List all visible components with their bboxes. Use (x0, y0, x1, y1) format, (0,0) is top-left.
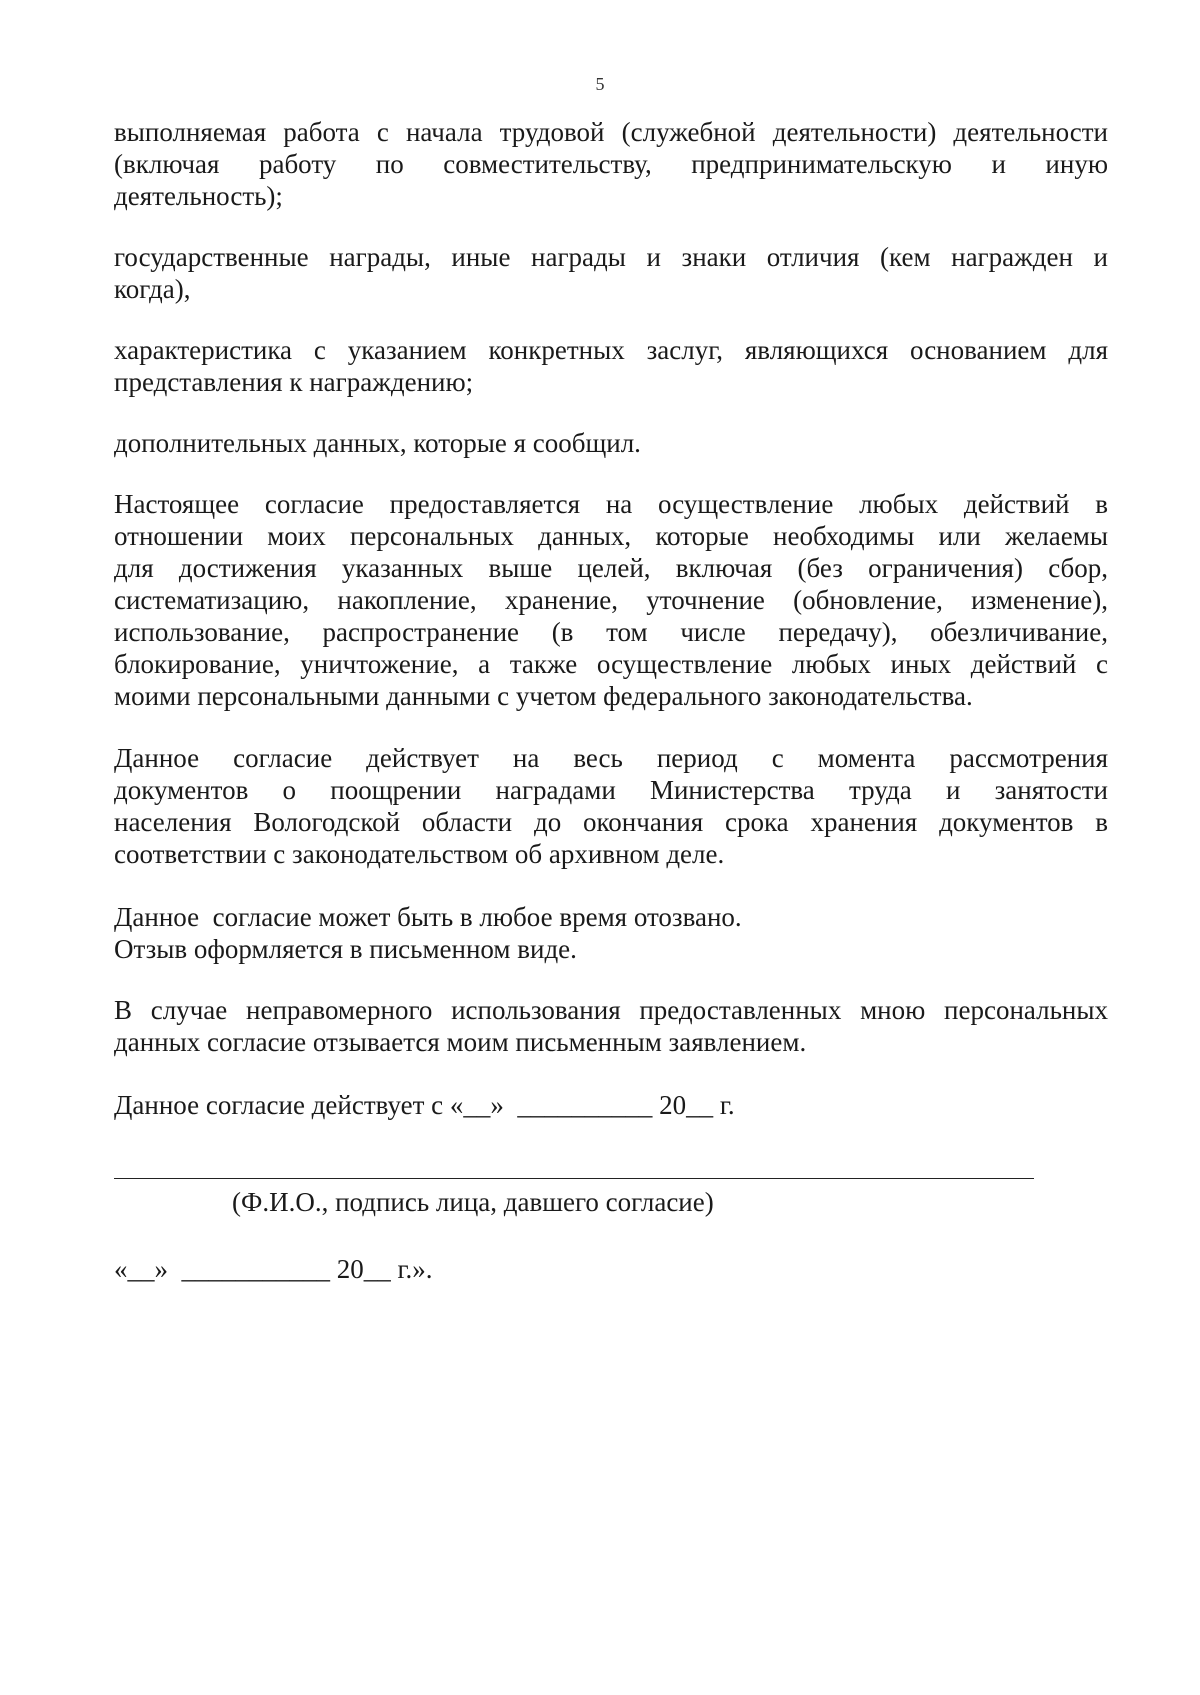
text-line: выполняемая работа с начала трудовой (служебной деятельности) деятельности (114, 117, 1108, 147)
text-line: Настоящее согласие предоставляется на осуществление любых действий в (114, 489, 1108, 519)
text-line: данных согласие отзывается моим письменным заявлением. (114, 1027, 807, 1057)
text-line: Данное согласие действует на весь период с момента рассмотрения (114, 743, 1108, 773)
page-number: 5 (595, 74, 605, 94)
paragraph-revocation (114, 901, 1108, 965)
signature-caption: (Ф.И.О., подпись лица, давшего согласие) (232, 1187, 714, 1217)
paragraph-characteristics (114, 334, 1108, 398)
text-line: дополнительных данных, которые я сообщил. (114, 428, 641, 458)
text-line: Данное согласие может быть в любое время отозвано. (114, 902, 742, 932)
text-line: моими персональными данными с учетом федерального законодательства. (114, 681, 973, 711)
text-line: использование, распространение (в том числе передачу), обезличивание, (114, 617, 1108, 647)
text-line: государственные награды, иные награды и знаки отличия (кем награжден и (114, 242, 1108, 272)
paragraph-consent-period (114, 742, 1108, 870)
paragraph-work-history (114, 116, 1108, 212)
paragraph-awards (114, 241, 1108, 305)
validity-date-line: Данное согласие действует с «__» __________ 20__ г. (114, 1090, 735, 1120)
text-line: представления к награждению; (114, 367, 474, 397)
text-line: В случае неправомерного использования предоставленных мною персональных (114, 995, 1108, 1025)
text-line: блокирование, уничтожение, а также осуществление любых иных действий с (114, 649, 1108, 679)
signature-date-line: «__» ___________ 20__ г.». (114, 1254, 433, 1284)
text-line: населения Вологодской области до окончания срока хранения документов в (114, 807, 1108, 837)
paragraph-misuse (114, 994, 1108, 1058)
text-line: (включая работу по совместительству, предпринимательскую и иную (114, 149, 1108, 179)
signature-line (114, 1178, 1034, 1179)
text-line: когда), (114, 274, 191, 304)
text-line: Отзыв оформляется в письменном виде. (114, 934, 577, 964)
text-line: документов о поощрении наградами Министерства труда и занятости (114, 775, 1108, 805)
text-line: характеристика с указанием конкретных заслуг, являющихся основанием для (114, 335, 1108, 365)
paragraph-additional-data (114, 427, 1108, 459)
text-line: систематизацию, накопление, хранение, уточнение (обновление, изменение), (114, 585, 1108, 615)
text-line: деятельность); (114, 181, 283, 211)
text-line: соответствии с законодательством об архивном деле. (114, 839, 725, 869)
text-line: отношении моих персональных данных, которые необходимы или желаемы (114, 521, 1108, 551)
text-line: для достижения указанных выше целей, включая (без ограничения) сбор, (114, 553, 1108, 583)
paragraph-consent-scope (114, 488, 1108, 712)
